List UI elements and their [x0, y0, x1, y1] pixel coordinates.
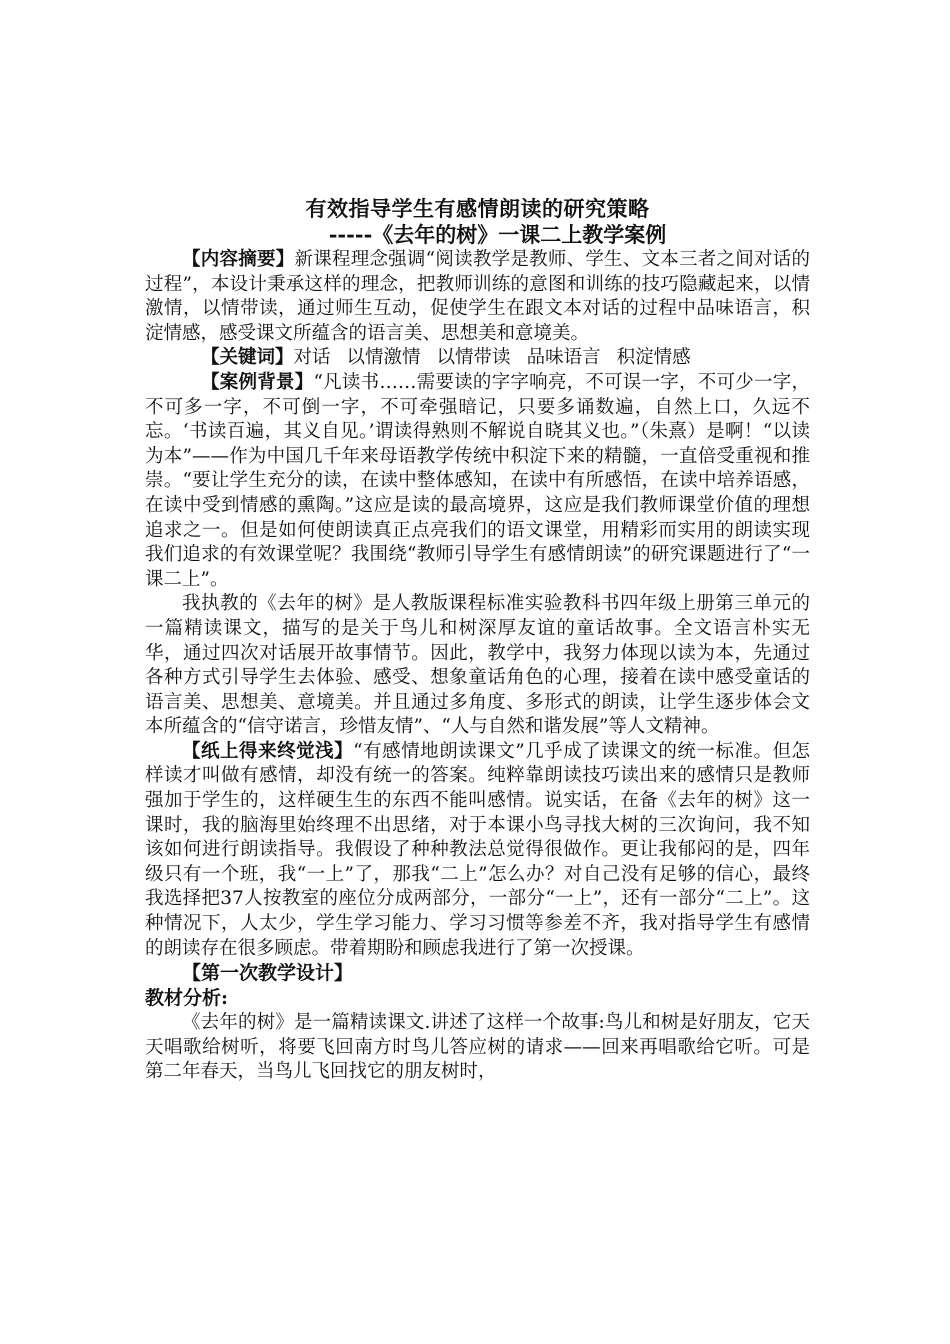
document-title: 有效指导学生有感情朗读的研究策略 [305, 196, 650, 221]
keywords-paragraph [145, 346, 810, 371]
keyword-item: 积淀情感 [616, 347, 691, 369]
paper-paragraph [145, 740, 810, 961]
material-analysis-heading: 教材分析: [145, 987, 229, 1010]
background-paragraph [145, 371, 810, 592]
paper-label: 【纸上得来终觉浅】 [182, 740, 354, 762]
background-text: “凡读书……需要读的字字响亮，不可误一字，不可少一字，不可多一字，不可倒一字，不可牵强暗记，只要多诵数遍，自然上口，久远不忘。‘书读百遍，其义自见。’谓读得熟则不解说自晓其义也。”（朱熹）是啊！“以读为本”——作为中国几千年来母语教学传统中积淀下来的精髓，一直倍受重视和推崇。“要让学生充分的读，在读中整体感知，在读中有所感悟，在读中培养语感，在读中受到情感的熏陶。”这应是读的最高境界，这应是我们教师课堂价值的理想追求之一。但是如何使朗读真正点亮我们的语文课堂，用精彩而实用的朗读实现我们追求的有效课堂呢？我围绕“教师引导学生有感情朗读”的研究课题进行了“一课二上”。 [145, 371, 810, 590]
paper-text: “有感情地朗读课文”几乎成了读课文的统一标准。但怎样读才叫做有感情，却没有统一的答案。纯粹靠朗读技巧读出来的感情只是教师强加于学生的，这样硬生生的东西不能叫感情。说实话，在备《去年的树》这一课时，我的脑海里始终理不出思绪，对于本课小鸟寻找大树的三次询问，我不知该如何进行朗读指导。我假设了种种教法总觉得很做作。更让我郁闷的是，四年级只有一个班，我“一上”了，那我“二上”怎么办？对自己没有足够的信心，最终我选择把37人按教室的座位分成两部分，一部分“一上”，还有一部分“二上”。这种情况下，人太少，学生学习能力、学习习惯等参差不齐，我对指导学生有感情的朗读存在很多顾虑。带着期盼和顾虑我进行了第一次授课。 [145, 740, 810, 959]
abstract-paragraph [145, 248, 810, 346]
lesson-paragraph: 我执教的《去年的树》是人教版课程标准实验教科书四年级上册第三单元的一篇精读课文，描写的是关于鸟儿和树深厚友谊的童话故事。全文语言朴实无华，通过四次对话展开故事情节。因此，教学中，我努力体现以读为本，先通过各种方式引导学生去体验、感受、想象童话角色的心理，接着在读中感受童话的语言美、思想美、意境美。并且通过多角度、多形式的朗读，让学生逐步体会文本所蕴含的“信守诺言，珍惜友情”、“人与自然和谐发展”等人文精神。 [145, 593, 810, 738]
abstract-label: 【内容摘要】 [182, 249, 295, 270]
background-label: 【案例背景】 [201, 371, 314, 393]
keywords-label: 【关键词】 [201, 347, 294, 369]
abstract-text: 新课程理念强调“阅读教学是教师、学生、文本三者之间对话的过程”，本设计秉承这样的理念，把教师训练的意图和训练的技巧隐藏起来，以情激情，以情带读，通过师生互动，促使学生在跟文本对话的过程中品味语言，积淀情感，感受课文所蕴含的语言美、思想美和意境美。 [145, 249, 810, 344]
first-design-heading: 【第一次教学设计】 [182, 962, 354, 985]
keyword-item: 品味语言 [526, 347, 601, 369]
keyword-item: 对话 [293, 347, 331, 369]
document-subtitle: -----《去年的树》一课二上教学案例 [328, 222, 667, 247]
material-paragraph: 《去年的树》是一篇精读课文.讲述了这样一个故事:鸟儿和树是好朋友，它天天唱歌给树听，将要飞回南方时鸟儿答应树的请求——回来再唱歌给它听。可是第二年春天，当鸟儿飞回找它的朋友树时， [145, 1012, 810, 1083]
document-page [145, 196, 810, 1085]
keyword-item: 以情带读 [436, 347, 511, 369]
keyword-item: 以情激情 [346, 347, 421, 369]
